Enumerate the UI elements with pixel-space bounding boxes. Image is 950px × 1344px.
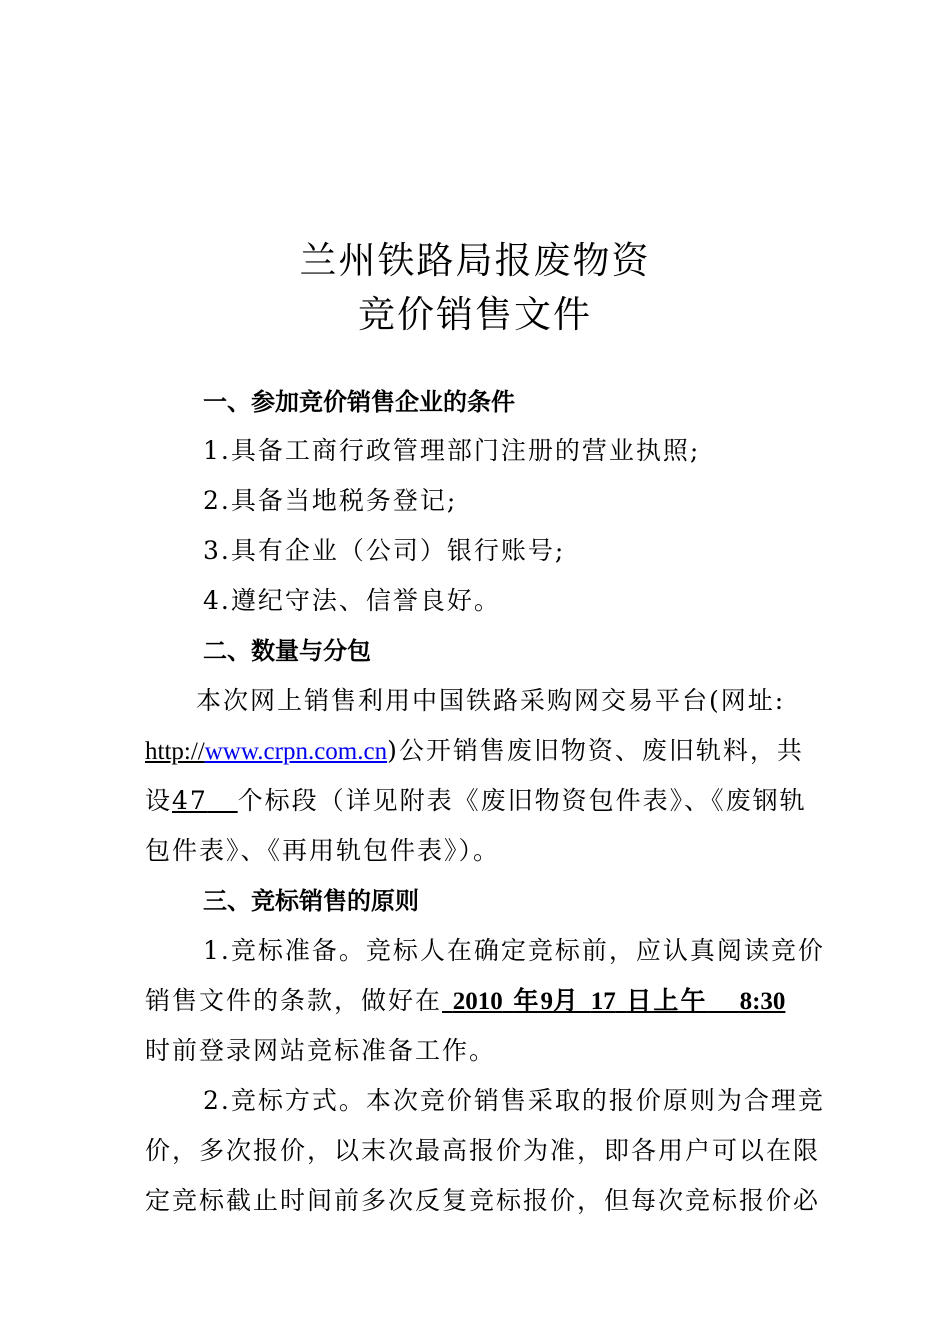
document-title-line1: 兰州铁路局报废物资 [299, 239, 651, 282]
section2-paragraph-line3 [145, 784, 807, 818]
section3-p2-line3: 定竞标截止时间前多次反复竞标报价，但每次竞标报价必 [145, 1186, 821, 1215]
url-prefix-link[interactable]: http:// [145, 738, 205, 765]
section3-p1-line2 [145, 984, 785, 1019]
section3-heading: 三、竞标销售的原则 [203, 886, 419, 915]
section3-p2-line1: 2.竞标方式。本次竞价销售采取的报价原则为合理竞 [203, 1086, 825, 1115]
section2-heading: 二、数量与分包 [203, 636, 371, 665]
section1-item-4: 4.遵纪守法、信誉良好。 [203, 586, 501, 615]
section3-p1-line2-text: 销售文件的条款，做好在 [145, 986, 443, 1015]
document-title-line2: 竞价销售文件 [358, 293, 592, 336]
section2-paragraph-line2 [145, 734, 804, 769]
section2-paragraph-line4: 包件表》、《再用轨包件表》）。 [145, 836, 501, 865]
deadline-year: 2010 [452, 988, 503, 1015]
deadline-day: 17 [590, 988, 616, 1015]
package-count-wrap [172, 786, 238, 815]
section2-paragraph-line1: 本次网上销售利用中国铁路采购网交易平台(网址: [196, 686, 786, 715]
deadline-month: 9 [540, 988, 553, 1015]
deadline-month-unit: 月 [552, 986, 580, 1015]
section3-p1-line1: 1.竞标准备。竞标人在确定竞标前，应认真阅读竞价 [203, 936, 825, 965]
section2-line3-prefix: 设 [145, 786, 173, 815]
section2-line3-text: 个标段（详见附表《废旧物资包件表》、《废钢轨 [237, 786, 807, 815]
package-count: 47 [172, 786, 208, 815]
section1-heading: 一、参加竞价销售企业的条件 [203, 387, 515, 416]
section1-item-3: 3.具有企业（公司）银行账号; [203, 536, 566, 565]
section1-item-2: 2.具备当地税务登记; [203, 486, 458, 515]
deadline-time: 8:30 [739, 988, 786, 1015]
section2-line2-text: )公开销售废旧物资、废旧轨料，共 [387, 736, 804, 765]
section3-p1-line3: 时前登录网站竞标准备工作。 [145, 1036, 497, 1065]
deadline-year-unit: 年 [513, 986, 541, 1015]
deadline-day-unit: 日上午 [626, 986, 708, 1015]
url-host-link[interactable]: www.crpn.com.cn [204, 738, 388, 765]
deadline-year-wrap [442, 986, 785, 1015]
section1-item-1: 1.具备工商行政管理部门注册的营业执照; [203, 436, 701, 465]
section3-p2-line2: 价，多次报价，以末次最高报价为准，即各用户可以在限 [145, 1136, 821, 1165]
